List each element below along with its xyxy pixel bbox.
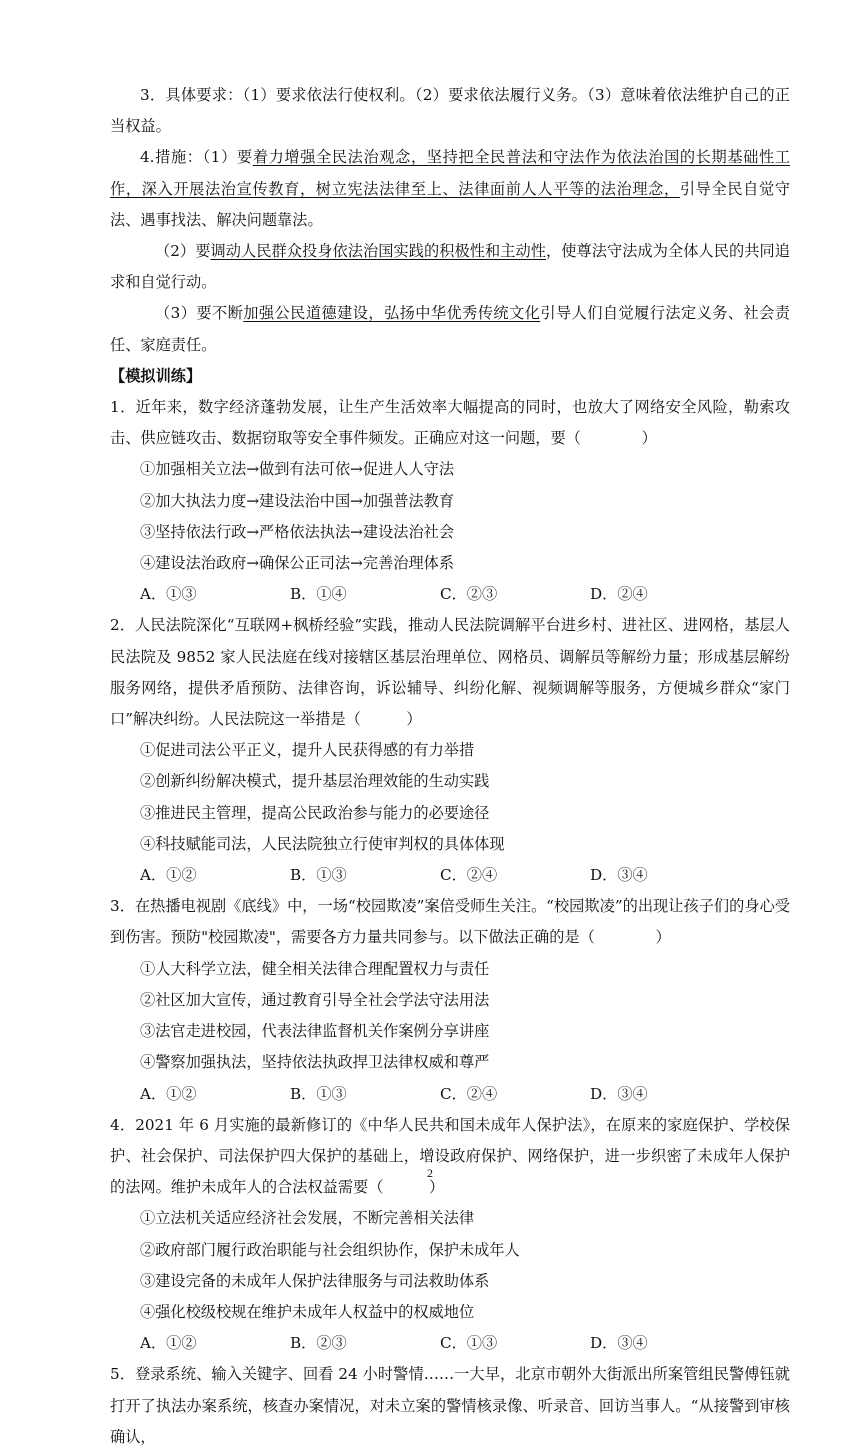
measure-paragraph-2 xyxy=(110,236,790,298)
section-heading: 【模拟训练】 xyxy=(110,366,202,385)
question-item: ①立法机关适应经济社会发展，不断完善相关法律 xyxy=(140,1209,475,1228)
question-item: ②政府部门履行政治职能与社会组织协作，保护未成年人 xyxy=(140,1240,520,1259)
question-item: ④建设法治政府→确保公正司法→完善治理体系 xyxy=(140,554,455,573)
question-item: ④警察加强执法，坚持依法执政捍卫法律权威和尊严 xyxy=(140,1053,490,1072)
question-item: ②社区加大宣传，通过教育引导全社会学法守法用法 xyxy=(140,990,490,1009)
measure-2-suffix: ，使尊法守法成为全体人民的共同追求和自觉行动。 xyxy=(110,242,790,292)
question-item: ③坚持依法行政→严格依法执法→建设法治社会 xyxy=(140,522,455,541)
option-b: B．①③ xyxy=(290,1084,347,1103)
option-a: A．①② xyxy=(140,1334,197,1353)
question-1 xyxy=(110,392,790,610)
question-item: ①人大科学立法，健全相关法律合理配置权力与责任 xyxy=(140,959,490,978)
question-3 xyxy=(110,891,790,1109)
option-b: B．②③ xyxy=(290,1334,347,1353)
option-a: A．①② xyxy=(140,866,197,885)
option-a: A．①② xyxy=(140,1084,197,1103)
question-stem: 2．人民法院深化“互联网+枫桥经验”实践，推动人民法院调解平台进乡村、进社区、进网格，基层人民法院及 9852 家人民法庭在线对接辖区基层治理单位、网格员、调解员等解纷力量；形成基层解纷服务网络，提供矛盾预防、法律咨询，诉讼辅导、纠纷化解、视频调解等服务，方便城乡群众“家门口”解决纠纷。人民法院这一举措是（ ） xyxy=(110,616,790,729)
question-stem: 3．在热播电视剧《底线》中，一场“校园欺凌”案倍受师生关注。“校园欺凌”的出现让孩子们的身心受到伤害。预防"校园欺凌"，需要各方力量共同参与。以下做法正确的是（ ） xyxy=(110,897,790,947)
question-item: ①促进司法公平正义，提升人民获得感的有力举措 xyxy=(140,741,475,760)
measure-2-prefix: （2）要 xyxy=(155,242,211,261)
option-c: C．②③ xyxy=(440,585,498,604)
option-d: D．③④ xyxy=(590,1084,648,1103)
option-d: D．②④ xyxy=(590,585,648,604)
measure-paragraph-3 xyxy=(110,298,790,360)
option-a: A．①③ xyxy=(140,585,197,604)
option-c: C．②④ xyxy=(440,1084,498,1103)
answer-options xyxy=(110,1328,790,1359)
question-2 xyxy=(110,610,790,891)
option-b: B．①④ xyxy=(290,585,347,604)
question-stem: 4．2021 年 6 月实施的最新修订的《中华人民共和国未成年人保护法》，在原来的家庭保护、学校保护、社会保护、司法保护四大保护的基础上，增设政府保护、网络保护，进一步织密了未成年人保护的法网。维护未成年人的合法权益需要（ ） xyxy=(110,1115,790,1197)
measure-3-prefix: （3）要不断 xyxy=(155,304,244,323)
question-4 xyxy=(110,1110,790,1360)
question-item: ④科技赋能司法，人民法院独立行使审判权的具体体现 xyxy=(140,834,505,853)
question-item: ②加大执法力度→建设法治中国→加强普法教育 xyxy=(140,491,455,510)
measure-2-underline: 调动人民群众投身依法治国实践的积极性和主动性 xyxy=(210,242,547,261)
measure-1-underline: 着力增强全民法治观念，坚持把全民普法和守法作为依法治国的长期基础性工作，深入开展法治宣传教育，树立宪法法律至上、法律面前人人平等的法治理念， xyxy=(110,148,791,198)
document-page xyxy=(110,80,790,1453)
measure-3-suffix: 引导人们自觉履行法定义务、社会责任、家庭责任。 xyxy=(110,304,790,354)
question-item: ③法官走进校园，代表法律监督机关作案例分享讲座 xyxy=(140,1022,490,1041)
question-5-stem: 5．登录系统、输入关键字、回看 24 小时警情……一大早，北京市朝外大街派出所案管组民警傅钰就打开了执法办案系统，核查办案情况，对未立案的警情核录像、听录音、回访当事人。“从接警到审核确认， xyxy=(110,1365,790,1446)
option-d: D．③④ xyxy=(590,866,648,885)
answer-options xyxy=(110,1079,790,1110)
measure-1-prefix: 4.措施：（1）要 xyxy=(140,148,253,167)
question-stem: 1．近年来，数字经济蓬勃发展，让生产生活效率大幅提高的同时，也放大了网络安全风险，勒索攻击、供应链攻击、数据窃取等安全事件频发。正确应对这一问题，要（ ） xyxy=(110,398,790,448)
answer-options xyxy=(110,579,790,610)
question-item: ④强化校级校规在维护未成年人权益中的权威地位 xyxy=(140,1302,475,1321)
question-item: ①加强相关立法→做到有法可依→促进人人守法 xyxy=(140,460,455,479)
question-item: ②创新纠纷解决模式，提升基层治理效能的生动实践 xyxy=(140,772,490,791)
option-d: D．③④ xyxy=(590,1334,648,1353)
measure-3-underline: 加强公民道德建设，弘扬中华优秀传统文化 xyxy=(243,304,541,323)
requirement-paragraph: 3．具体要求：（1）要求依法行使权利。（2）要求依法履行义务。（3）意味着依法维护自己的正当权益。 xyxy=(110,86,790,136)
option-b: B．①③ xyxy=(290,866,347,885)
measure-1-suffix: 引导全民自觉守法、遇事找法、解决问题靠法。 xyxy=(110,179,791,229)
page-number: 2 xyxy=(427,1166,433,1180)
question-item: ③推进民主管理，提高公民政治参与能力的必要途径 xyxy=(140,803,490,822)
option-c: C．①③ xyxy=(440,1334,498,1353)
option-c: C．②④ xyxy=(440,866,498,885)
answer-options xyxy=(110,860,790,891)
measure-paragraph-1 xyxy=(110,142,790,236)
question-item: ③建设完备的未成年人保护法律服务与司法救助体系 xyxy=(140,1271,490,1290)
